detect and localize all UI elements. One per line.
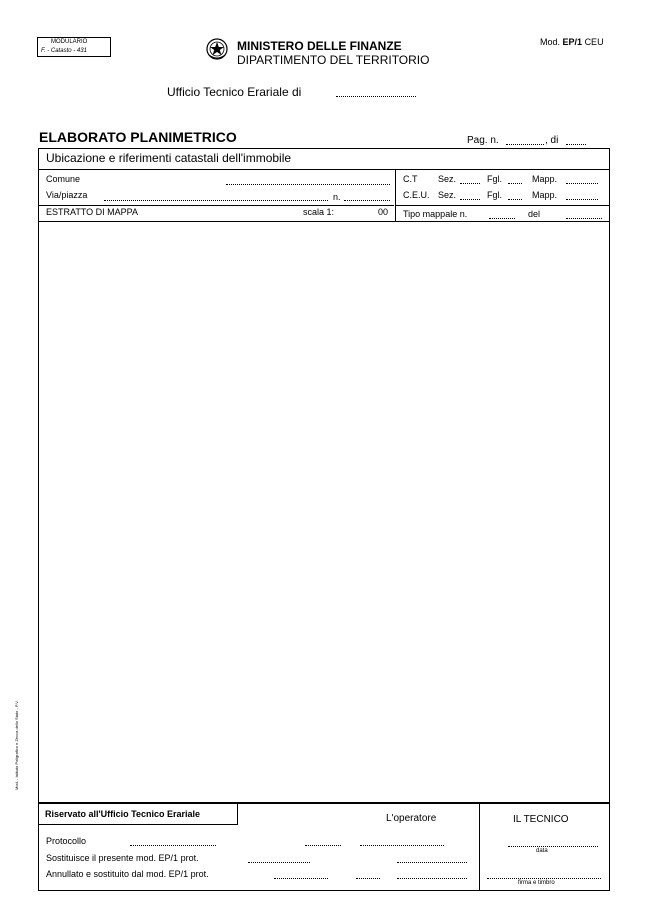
annullato-operator-field[interactable] xyxy=(397,878,467,879)
protocollo-label: Protocollo xyxy=(46,836,87,846)
ceu-label: C.E.U. xyxy=(403,190,430,200)
tipo-del-field[interactable] xyxy=(566,218,602,219)
tecnico-date-field[interactable] xyxy=(508,846,598,847)
reserved-label: Riservato all'Ufficio Tecnico Erariale xyxy=(45,809,201,819)
sostituisce-date-field[interactable] xyxy=(397,862,467,863)
protocollo-date-field[interactable] xyxy=(305,845,341,846)
ministry-name: MINISTERO DELLE FINANZE xyxy=(237,39,402,53)
ct-fgl-label: Fgl. xyxy=(487,174,503,184)
scala-label: scala 1: xyxy=(303,207,335,217)
annullato-label: Annullato e sostituito dal mod. EP/1 prot. xyxy=(46,869,209,879)
annullato-field[interactable] xyxy=(274,878,328,879)
row-divider-left xyxy=(38,205,394,206)
ceu-fgl-label: Fgl. xyxy=(487,190,503,200)
tecnico-signature-field[interactable] xyxy=(487,878,601,879)
ct-mapp-label: Mapp. xyxy=(532,174,558,184)
ceu-mapp-label: Mapp. xyxy=(532,190,558,200)
tecnico-label: IL TECNICO xyxy=(513,814,569,825)
ct-label: C.T xyxy=(403,174,418,184)
header-bottom-divider xyxy=(38,221,610,222)
emblem-icon xyxy=(205,37,229,61)
footer-divider xyxy=(479,803,480,891)
comune-field[interactable] xyxy=(226,184,390,185)
scala-value[interactable]: 00 xyxy=(378,207,389,217)
tipo-mappale-label: Tipo mappale n. xyxy=(403,209,468,219)
tecnico-date-label: data xyxy=(536,848,548,854)
row-divider-right xyxy=(395,205,610,206)
sostituisce-field[interactable] xyxy=(248,862,310,863)
via-number-field[interactable] xyxy=(344,200,390,201)
modulario-box xyxy=(37,37,111,57)
operatore-label: L'operatore xyxy=(386,813,437,824)
office-label: Ufficio Tecnico Erariale di xyxy=(167,85,302,99)
heading-divider xyxy=(38,169,610,170)
model-number: EP/1 xyxy=(562,37,583,47)
tipo-del-label: del xyxy=(528,209,541,219)
page-title: ELABORATO PLANIMETRICO xyxy=(39,129,237,145)
comune-label: Comune xyxy=(46,174,81,184)
ct-sez-label: Sez. xyxy=(438,174,457,184)
tecnico-signature-label: firma e timbro xyxy=(518,880,555,886)
ceu-sez-field[interactable] xyxy=(460,199,480,200)
annullato-date-field[interactable] xyxy=(356,878,380,879)
estratto-label: ESTRATTO DI MAPPA xyxy=(46,207,139,217)
model-suffix: CEU xyxy=(584,37,604,47)
ceu-fgl-field[interactable] xyxy=(508,199,522,200)
modulario-label: MODULARIO xyxy=(51,39,88,45)
side-note: Mod. - Istituto Poligrafico e Zecca dello Stato - P.V. xyxy=(14,700,19,790)
page-number-field[interactable] xyxy=(506,144,544,145)
page-number-label: Pag. n. xyxy=(467,135,499,146)
page-total-field[interactable] xyxy=(566,144,586,145)
sostituisce-label: Sostituisce il presente mod. EP/1 prot. xyxy=(46,853,199,863)
column-divider xyxy=(395,169,396,222)
model-prefix: Mod. xyxy=(540,37,561,47)
model-code xyxy=(540,37,604,47)
via-field[interactable] xyxy=(104,200,328,201)
ct-sez-field[interactable] xyxy=(460,183,480,184)
reserved-box xyxy=(38,803,238,825)
protocollo-operator-field[interactable] xyxy=(360,845,444,846)
tipo-mappale-field[interactable] xyxy=(489,218,515,219)
ct-mapp-field[interactable] xyxy=(566,183,598,184)
modulario-code: F. - Catasto - 431 xyxy=(41,48,87,54)
protocollo-field[interactable] xyxy=(130,845,216,846)
ceu-mapp-field[interactable] xyxy=(566,199,598,200)
section-heading: Ubicazione e riferimenti catastali dell'immobile xyxy=(46,151,292,165)
office-field[interactable] xyxy=(336,96,416,97)
ceu-sez-label: Sez. xyxy=(438,190,457,200)
department-name: DIPARTIMENTO DEL TERRITORIO xyxy=(237,53,430,67)
via-label: Via/piazza xyxy=(46,190,88,200)
drawing-area[interactable] xyxy=(40,223,608,801)
via-number-label: n. xyxy=(333,192,341,202)
page-of-label: , di xyxy=(545,135,559,146)
ct-fgl-field[interactable] xyxy=(508,183,522,184)
